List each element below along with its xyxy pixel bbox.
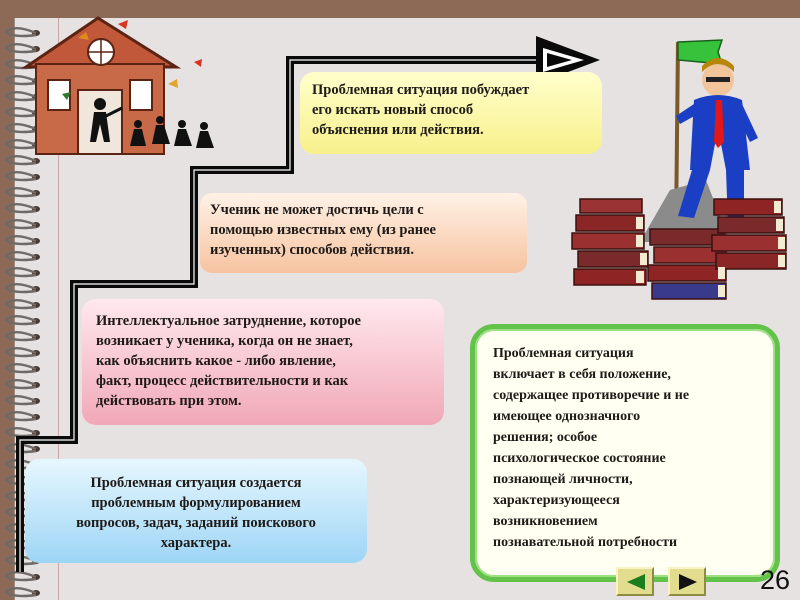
text-box-label: Проблемная ситуация включает в себя положение, содержащее противоречие и не имеющее однозначного решения; особое психологическое состояние познающей личности, характеризующееся возникновением познавательной потребности xyxy=(493,346,690,550)
next-slide-button[interactable] xyxy=(668,567,706,596)
school-house-icon xyxy=(18,12,243,162)
text-box-intellectual-difficulty xyxy=(82,299,444,425)
text-box-search-new-method xyxy=(300,72,602,154)
text-box-problem-formulation xyxy=(25,459,367,563)
book-stack-icon xyxy=(566,193,794,315)
text-box-label: Проблемная ситуация создается проблемным формулированием вопросов, задач, заданий поискового характера. xyxy=(76,475,316,551)
text-box-label: Проблемная ситуация побуждает его искать новый способ объяснения или действия. xyxy=(312,82,530,138)
prev-slide-icon xyxy=(624,572,648,592)
prev-slide-button[interactable] xyxy=(616,567,654,596)
text-box-label: Интеллектуальное затруднение, которое возникает у ученика, когда он не знает, как объяснить какое - либо явление, факт, процесс действительности и как действовать при этом. xyxy=(96,313,361,409)
text-box-cannot-reach-goal xyxy=(200,193,527,273)
next-slide-icon xyxy=(676,572,700,592)
text-box-label: Ученик не может достичь цели с помощью известных ему (из ранее изученных) способов действия. xyxy=(210,202,436,258)
text-box-problem-situation-definition xyxy=(470,324,780,582)
page-number: 26 xyxy=(759,565,791,595)
